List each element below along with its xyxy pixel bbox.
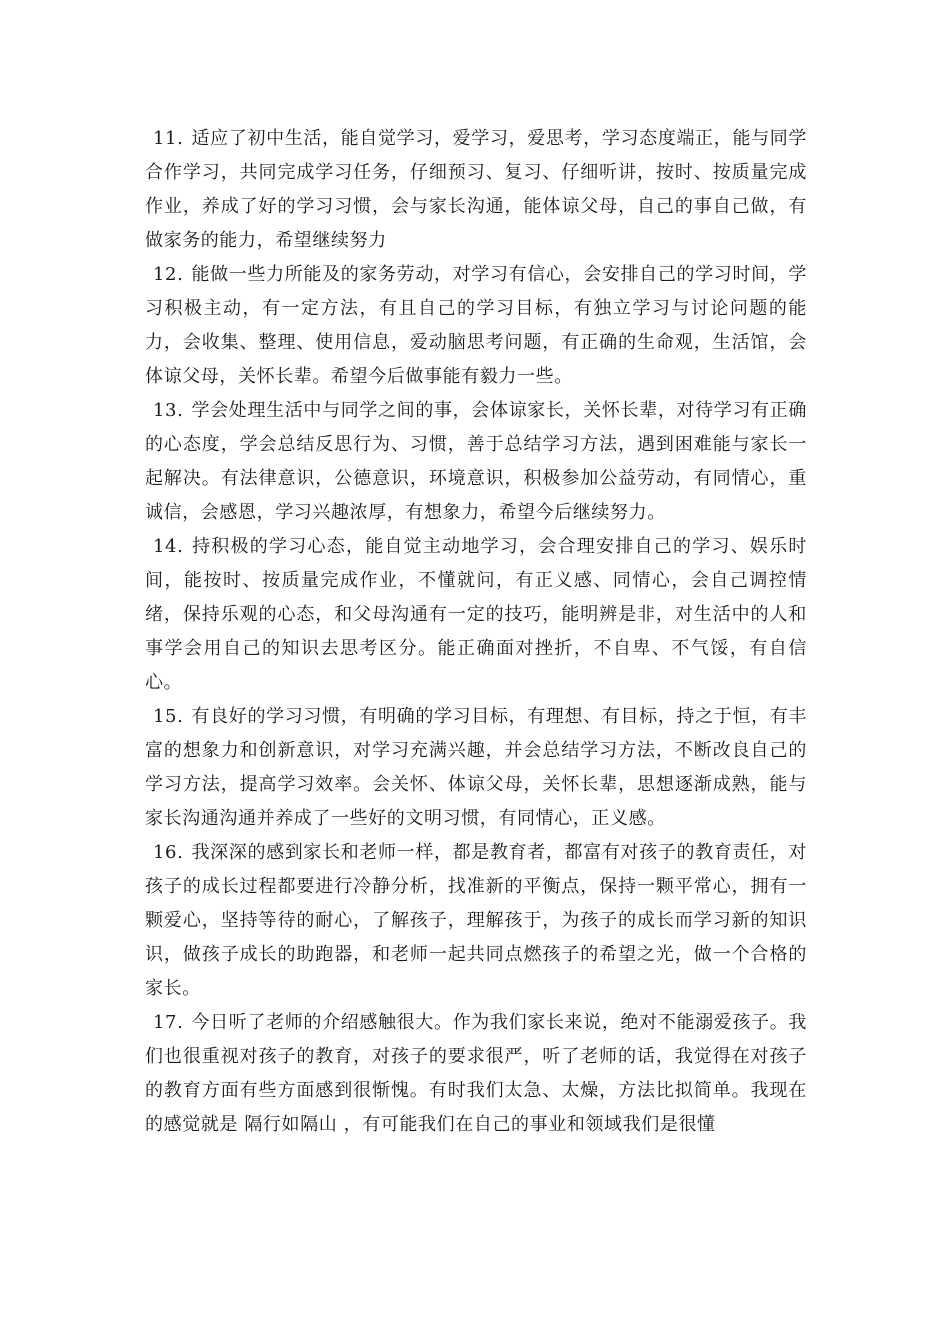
paragraph-text: 今日听了老师的介绍感触很大。作为我们家长来说，绝对不能溺爱孩子。我们也很重视对孩子的教育，对孩子的要求很严，听了老师的话，我觉得在对孩子的教育方面有些方面感到很惭愧。有时我们太急、太燥，方法比拟简单。我现在的感觉就是 隔行如隔山 ，有可能我们在自己的事业和领域我们是很懂	[145, 1012, 807, 1135]
paragraph-17	[145, 1006, 807, 1142]
paragraph-number: 11.	[153, 128, 184, 149]
paragraph-text: 适应了初中生活，能自觉学习，爱学习，爱思考，学习态度端正，能与同学合作学习，共同完成学习任务，仔细预习、复习、仔细听讲，按时、按质量完成作业，养成了好的学习习惯，会与家长沟通，能体谅父母，自己的事自己做，有做家务的能力，希望继续努力	[145, 128, 807, 251]
paragraph-15	[145, 700, 807, 836]
paragraph-text: 学会处理生活中与同学之间的事，会体谅家长，关怀长辈，对待学习有正确的心态度，学会总结反思行为、习惯，善于总结学习方法，遇到困难能与家长一起解决。有法律意识，公德意识，环境意识，积极参加公益劳动，有同情心，重诚信，会感恩，学习兴趣浓厚，有想象力，希望今后继续努力。	[145, 400, 807, 523]
paragraph-16	[145, 836, 807, 1006]
paragraph-number: 13.	[153, 400, 184, 421]
paragraph-number: 17.	[153, 1012, 184, 1033]
paragraph-number: 15.	[153, 706, 184, 727]
paragraph-number: 14.	[153, 536, 184, 557]
paragraph-13	[145, 394, 807, 530]
paragraph-text: 我深深的感到家长和老师一样，都是教育者，都富有对孩子的教育责任，对孩子的成长过程都要进行冷静分析，找准新的平衡点，保持一颗平常心，拥有一颗爱心，坚持等待的耐心，了解孩子，理解孩于，为孩子的成长而学习新的知识识，做孩子成长的助跑器，和老师一起共同点燃孩子的希望之光，做一个合格的家长。	[145, 842, 807, 999]
document-body	[145, 122, 807, 1142]
paragraph-text: 有良好的学习习惯，有明确的学习目标，有理想、有目标，持之于恒，有丰富的想象力和创新意识，对学习充满兴趣，并会总结学习方法，不断改良自己的学习方法，提高学习效率。会关怀、体谅父母，关怀长辈，思想逐渐成熟，能与家长沟通沟通并养成了一些好的文明习惯，有同情心，正义感。	[145, 706, 807, 829]
paragraph-number: 16.	[153, 842, 184, 863]
paragraph-text: 持积极的学习心态，能自觉主动地学习，会合理安排自己的学习、娱乐时间，能按时、按质量完成作业，不懂就问，有正义感、同情心，会自己调控情绪，保持乐观的心态，和父母沟通有一定的技巧，能明辨是非，对生活中的人和事学会用自己的知识去思考区分。能正确面对挫折，不自卑、不气馁，有自信心。	[145, 536, 807, 693]
paragraph-11	[145, 122, 807, 258]
paragraph-12	[145, 258, 807, 394]
paragraph-number: 12.	[153, 264, 184, 285]
paragraph-text: 能做一些力所能及的家务劳动，对学习有信心，会安排自己的学习时间，学习积极主动，有一定方法，有且自己的学习目标，有独立学习与讨论问题的能力，会收集、整理、使用信息，爱动脑思考问题，有正确的生命观，生活馆，会体谅父母，关怀长辈。希望今后做事能有毅力一些。	[145, 264, 807, 387]
paragraph-14	[145, 530, 807, 700]
